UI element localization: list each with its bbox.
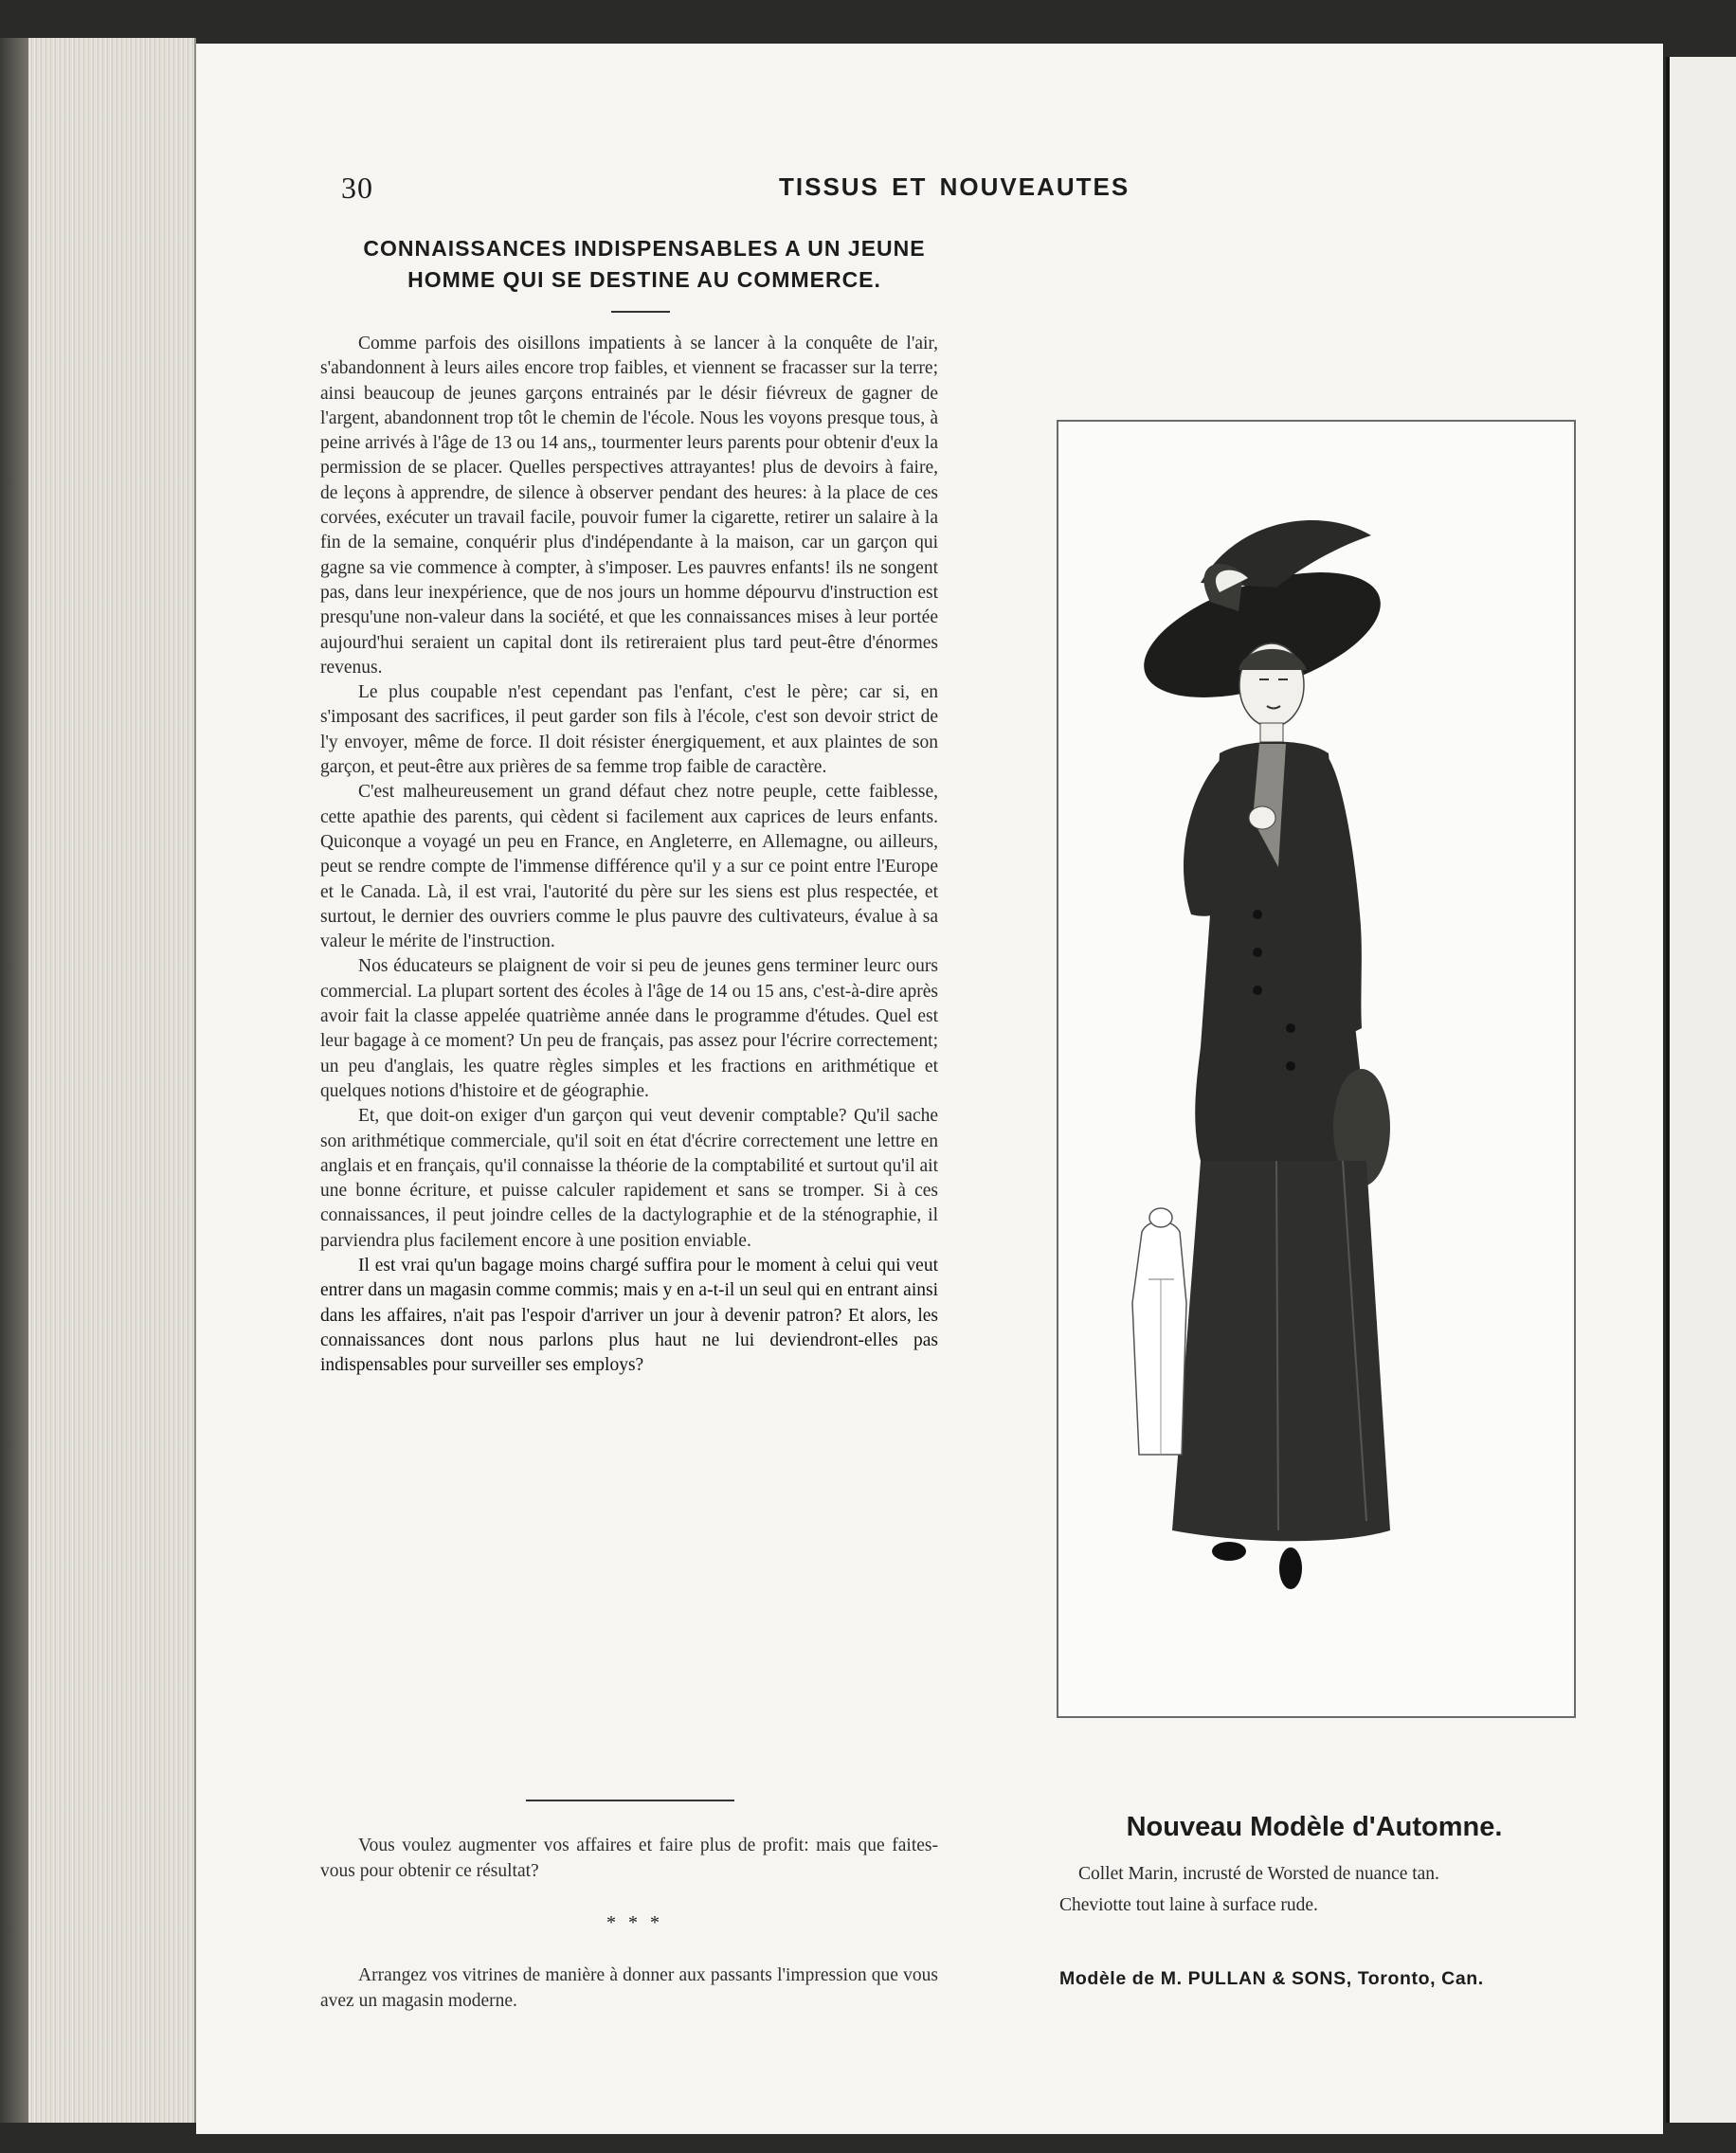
caption-line-1: Collet Marin, incrusté de Worsted de nuance tan.: [1078, 1864, 1439, 1884]
article-paragraph-1: Comme parfois des oisillons impatients à se lancer à la conquête de l'air, s'abandonnent à leurs ailes encore trop faibles, et viennent se fracasser sur la terre; ainsi beaucoup de jeunes garçons entrainés par le désir fiévreux de gagner de l'argent, abandonnent trop tôt le chemin de l'école. Nous les voyons presque tous, à peine arrivés à l'âge de 13 ou 14 ans,, tourmenter leurs parents pour obtenir d'eux la permission de se placer. Quelles perspectives attrayantes! plus de devoirs à faire, de leçons à apprendre, de silence à observer pendant des heures: à la place de ces corvées, exécuter un travail facile, pouvoir fumer la cigarette, retirer un salaire à la fin de la semaine, conquérir plus d'indépendante à la maison, car un garçon qui gagne sa vie commence à compter, à s'imposer. Les pauvres enfants! ils ne songent pas, dans leur inexpérience, que de nos jours un homme dépourvu d'instruction est presqu'une non-valeur dans la société, et que les connaissances mises à leur portée aujourd'hui seraient un capital dont ils retireraient plus tard peut-être d'énormes revenus.: [320, 334, 938, 678]
page-number: 30: [341, 171, 373, 205]
article-paragraph-6: Il est vrai qu'un bagage moins chargé suffira pour le moment à celui qui veut entrer dans un magasin comme commis; mais y en a-t-il un seul qui en entrant ainsi dans les affaires, n'ait pas l'espoir d'arriver un jour à devenir patron? Et alors, les connaissances dont nous parlons plus haut ne lui deviendront-elles pas indispensables pour surveiller ses employs?: [320, 1255, 938, 1376]
article-title: [303, 233, 986, 296]
tip-2: [320, 1963, 938, 2014]
asterism-separator: * * *: [606, 1912, 663, 1933]
tip-1: [320, 1834, 938, 1884]
book-spine-shadow: [0, 38, 28, 2123]
maker-credit: Modèle de M. PULLAN & SONS, Toronto, Can.: [1059, 1968, 1484, 1989]
tip-2-text: Arrangez vos vitrines de manière à donner aux passants l'impression que vous avez un magasin moderne.: [320, 1965, 938, 2011]
article-body: [320, 332, 938, 1378]
article-paragraph-5: Et, que doit-on exiger d'un garçon qui veut devenir comptable? Qu'il sache son arithmétique commerciale, qu'il soit en état d'écrire correctement une lettre en anglais et en français, qu'il connaisse la théorie de la comptabilité et surtout qu'il ait une bonne écriture, et puisse calculer rapidement et sans se tromper. Si à ces connaissances, il peut joindre celles de la dactylographie et de la sténographie, il parviendra plus facilement encore à une position enviable.: [320, 1106, 938, 1251]
caption-title: Nouveau Modèle d'Automne.: [1126, 1812, 1503, 1842]
caption-line-2: Cheviotte tout laine à surface rude.: [1059, 1895, 1318, 1915]
article-title-line-2: HOMME QUI SE DESTINE AU COMMERCE.: [407, 267, 881, 292]
article-title-line-1: CONNAISSANCES INDISPENSABLES A UN JEUNE: [363, 236, 926, 261]
running-title: TISSUS ET NOUVEAUTES: [779, 172, 1130, 201]
woman-in-fall-suit-illustration: [1058, 422, 1574, 1716]
tip-1-text: Vous voulez augmenter vos affaires et faire plus de profit: mais que faites-vous pour obtenir ce résultat?: [320, 1836, 938, 1881]
section-divider: [526, 1800, 734, 1801]
title-divider: [611, 311, 670, 313]
adjacent-page-edge: [1666, 57, 1736, 2123]
article-paragraph-3: C'est malheureusement un grand défaut chez notre peuple, cette faiblesse, cette apathie des parents, qui cèdent si facilement aux caprices de leurs enfants. Quiconque a voyagé un peu en France, en Angleterre, en Allemagne, ou ailleurs, peut se rendre compte de l'immense différence qu'il y a sur ce point entre l'Europe et le Canada. Là, il est vrai, l'autorité du père sur les siens est plus respectée, et surtout, le dernier des ouvriers comme le plus pauvre des cultivateurs, évalue à sa valeur le mérite de l'instruction.: [320, 782, 938, 952]
fashion-plate: [1057, 420, 1576, 1718]
book-page-edges: [0, 38, 196, 2123]
article-paragraph-4: Nos éducateurs se plaignent de voir si peu de jeunes gens terminer leurc ours commercial. La plupart sortent des écoles à l'âge de 14 ou 15 ans, c'est-à-dire après avoir fait la classe appelée quatrième année dans le programme d'études. Quel est leur bagage à ce moment? Un peu de français, pas assez pour l'écrire correctement; un peu d'anglais, les quatre règles simples et les fractions en arithmétique et quelques notions d'histoire et de géographie.: [320, 956, 938, 1101]
article-paragraph-2: Le plus coupable n'est cependant pas l'enfant, c'est le père; car si, en s'imposant des sacrifices, il peut garder son fils à l'école, c'est son devoir strict de l'y envoyer, même de force. Il doit résister énergiquement, et aux plaintes de son garçon, et peut-être aux prières de sa femme trop faible de caractère.: [320, 682, 938, 778]
